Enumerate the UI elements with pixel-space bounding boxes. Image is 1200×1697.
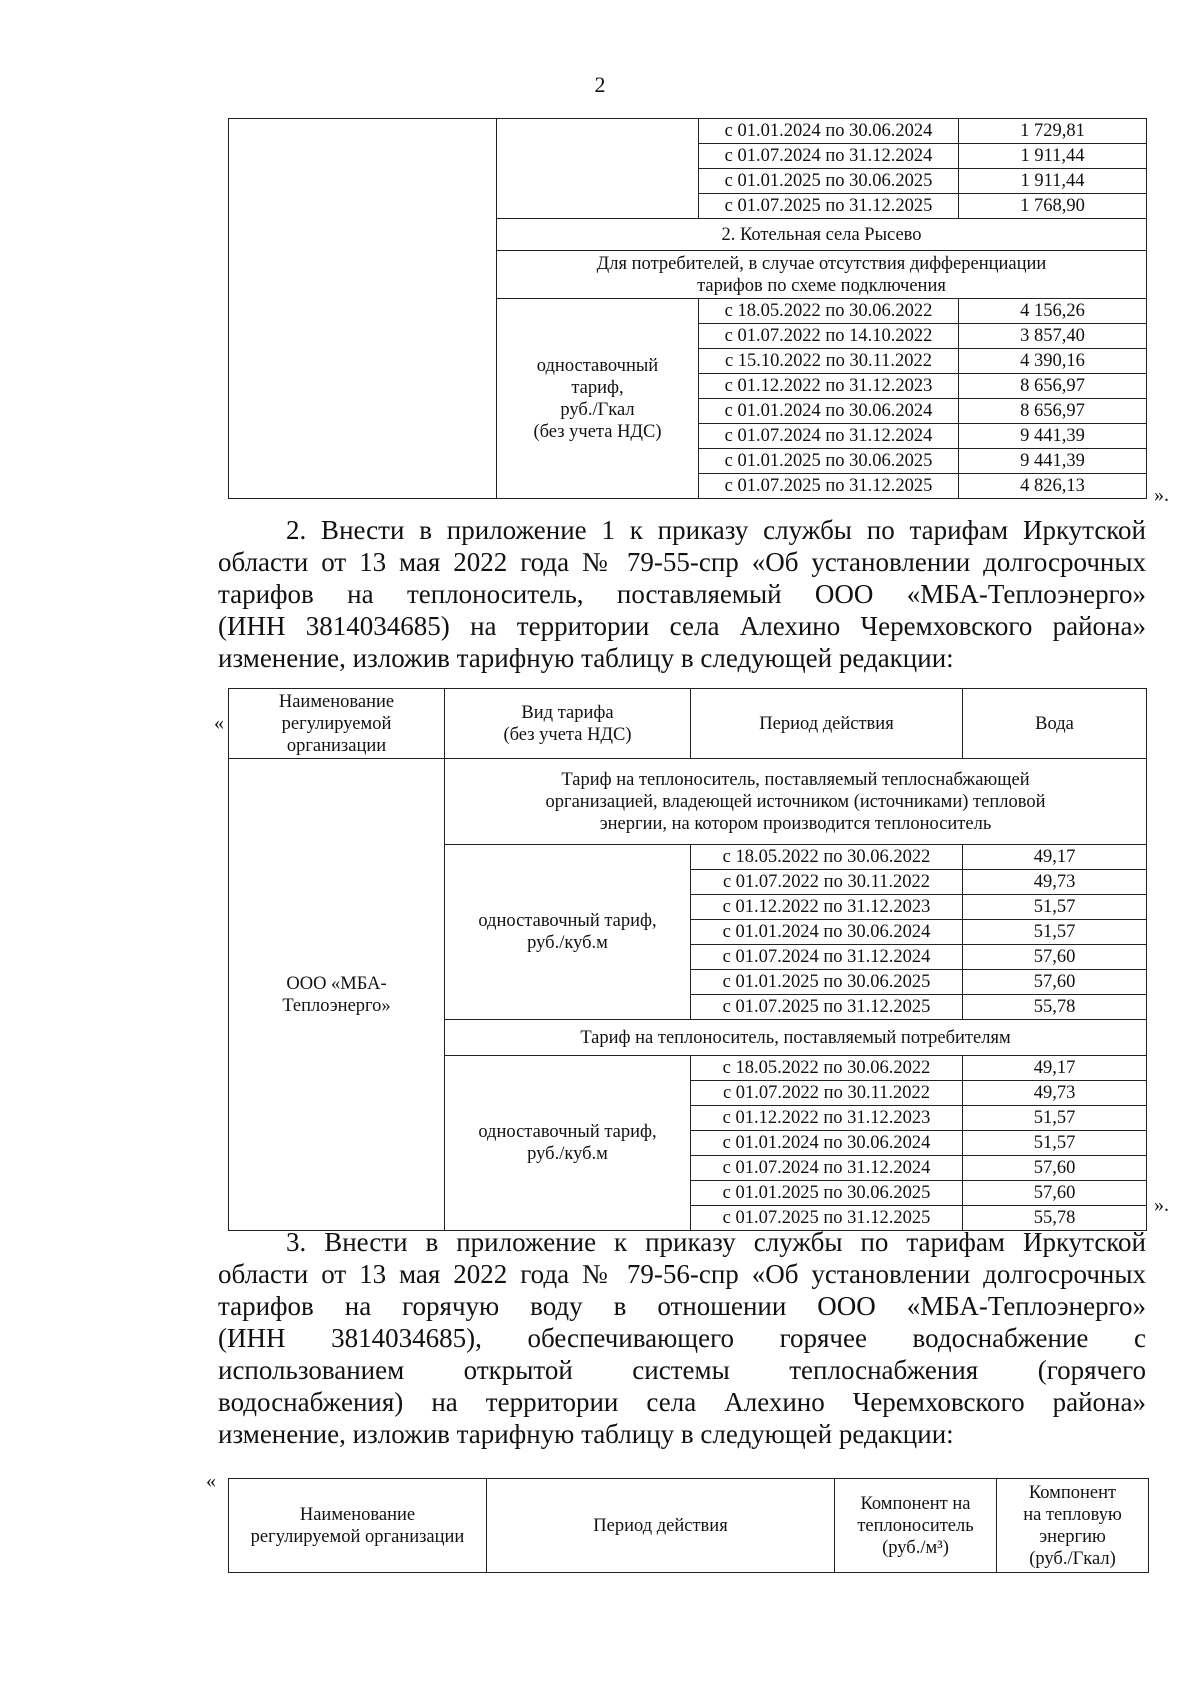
tariff-type-line: руб./куб.м (527, 1144, 608, 1164)
header-type-cell (445, 689, 691, 759)
subsection-title-line: Для потребителей, в случае отсутствия дифференциации (596, 253, 1047, 274)
header-period-cell: Период действия (487, 1479, 835, 1573)
period-cell: с 01.07.2024 по 31.12.2024 (691, 1156, 963, 1181)
period-cell: с 01.07.2025 по 31.12.2025 (699, 194, 959, 219)
header-line: (руб./Гкал) (1029, 1548, 1116, 1569)
subsection-title-cell (497, 251, 1147, 299)
closing-quote: ». (1154, 484, 1169, 506)
paragraph-line: изменение, изложив тарифную таблицу в следующей редакции: (218, 1419, 954, 1449)
org-name-line: ООО «МБА- (286, 973, 387, 994)
period-cell: с 01.01.2025 по 30.06.2025 (691, 1181, 963, 1206)
subsection-title-line: тарифов по схеме подключения (697, 275, 946, 296)
header-line: Компонент на (860, 1493, 971, 1514)
tariff-table-heat (228, 118, 1147, 499)
org-name-line: Теплоэнерго» (282, 995, 391, 1016)
period-cell: с 01.07.2024 по 31.12.2024 (699, 144, 959, 169)
section-title-line: энергии, на котором производится теплоноситель (599, 813, 992, 834)
period-cell: с 01.12.2022 по 31.12.2023 (691, 895, 963, 920)
period-cell: с 01.07.2025 по 31.12.2025 (699, 474, 959, 499)
period-cell: с 01.01.2024 по 30.06.2024 (699, 119, 959, 144)
value-cell: 8 656,97 (959, 399, 1147, 424)
tariff-type-cell (445, 845, 691, 1020)
paragraph-line: 3. Внести в приложение к приказу службы по тарифам Иркутской (286, 1227, 1146, 1257)
tariff-type-line: одноставочный тариф, (478, 911, 657, 931)
header-period-cell: Период действия (691, 689, 963, 759)
value-cell: 3 857,40 (959, 324, 1147, 349)
value-cell: 1 911,44 (959, 169, 1147, 194)
paragraph-line: (ИНН 3814034685) на территории села Алехино Черемховского района» (218, 611, 1146, 641)
header-heat-component-cell (997, 1479, 1149, 1573)
value-cell: 1 911,44 (959, 144, 1147, 169)
paragraph-3 (218, 1226, 1146, 1450)
value-cell: 49,73 (963, 1081, 1147, 1106)
value-cell: 51,57 (963, 920, 1147, 945)
header-org-line: регулируемой (281, 713, 392, 734)
period-cell: с 01.01.2024 по 30.06.2024 (691, 920, 963, 945)
value-cell: 57,60 (963, 1181, 1147, 1206)
value-cell: 51,57 (963, 1106, 1147, 1131)
tariff-type-cell (445, 1056, 691, 1231)
section-title-line: организацией, владеющей источником (источниками) тепловой (545, 791, 1046, 812)
value-cell: 8 656,97 (959, 374, 1147, 399)
period-cell: с 01.07.2024 по 31.12.2024 (699, 424, 959, 449)
value-cell: 55,78 (963, 1206, 1147, 1231)
value-cell: 51,57 (963, 1131, 1147, 1156)
value-cell: 51,57 (963, 895, 1147, 920)
period-cell: с 01.01.2025 по 30.06.2025 (691, 970, 963, 995)
period-cell: с 01.01.2024 по 30.06.2024 (699, 399, 959, 424)
value-cell: 57,60 (963, 945, 1147, 970)
value-cell: 49,73 (963, 870, 1147, 895)
header-line: Компонент (1028, 1482, 1117, 1503)
header-line: (руб./м³) (882, 1537, 949, 1558)
period-cell: с 01.07.2022 по 30.11.2022 (691, 1081, 963, 1106)
tariff-type-line: (без учета НДС) (533, 421, 662, 442)
tariff-type-cell-empty (497, 119, 699, 219)
header-type-line: (без учета НДС) (503, 724, 632, 745)
period-cell: с 01.12.2022 по 31.12.2023 (691, 1106, 963, 1131)
period-cell: с 18.05.2022 по 30.06.2022 (691, 1056, 963, 1081)
tariff-type-line: тариф, (571, 377, 624, 398)
paragraph-line: тарифов на горячую воду в отношении ООО «МБА-Теплоэнерго» (218, 1291, 1146, 1321)
value-cell: 49,17 (963, 845, 1147, 870)
value-cell: 1 729,81 (959, 119, 1147, 144)
paragraph-line: 2. Внести в приложение 1 к приказу службы по тарифам Иркутской (286, 515, 1146, 545)
org-name-cell (229, 759, 445, 1231)
period-cell: с 01.07.2022 по 14.10.2022 (699, 324, 959, 349)
header-org-line: организации (286, 735, 387, 756)
tariff-table-hot-water (228, 1478, 1149, 1573)
value-cell: 57,60 (963, 970, 1147, 995)
section-title-cell: Тариф на теплоноситель, поставляемый потребителям (445, 1020, 1147, 1056)
header-org-line: Наименование (299, 1504, 416, 1525)
tariff-type-cell (497, 299, 699, 499)
period-cell: с 18.05.2022 по 30.06.2022 (691, 845, 963, 870)
closing-quote: ». (1154, 1194, 1169, 1216)
paragraph-line: области от 13 мая 2022 года № 79-56-спр «Об установлении долгосрочных (218, 1259, 1146, 1289)
header-coolant-component-cell (835, 1479, 997, 1573)
tariff-type-line: руб./куб.м (527, 933, 608, 953)
paragraph-line: тарифов на теплоноситель, поставляемый ООО «МБА-Теплоэнерго» (218, 579, 1146, 609)
opening-quote: « (206, 1470, 216, 1492)
section-title-cell: 2. Котельная села Рысево (497, 219, 1147, 251)
header-org-cell (229, 1479, 487, 1573)
value-cell: 9 441,39 (959, 449, 1147, 474)
section-title-cell (445, 759, 1147, 845)
value-cell: 4 156,26 (959, 299, 1147, 324)
header-line: энергию (1039, 1526, 1106, 1547)
paragraph-line: изменение, изложив тарифную таблицу в следующей редакции: (218, 643, 954, 673)
period-cell: с 01.07.2025 по 31.12.2025 (691, 1206, 963, 1231)
paragraph-2 (218, 514, 1146, 674)
page-number: 2 (594, 72, 606, 97)
value-cell: 55,78 (963, 995, 1147, 1020)
period-cell: с 01.07.2022 по 30.11.2022 (691, 870, 963, 895)
paragraph-line: использованием открытой системы теплоснабжения (горячего (218, 1355, 1146, 1385)
header-type-line: Вид тарифа (521, 702, 614, 723)
tariff-type-line: руб./Гкал (560, 399, 635, 420)
tariff-type-line: одноставочный (536, 355, 659, 376)
period-cell: с 01.01.2024 по 30.06.2024 (691, 1131, 963, 1156)
header-line: на тепловую (1023, 1504, 1122, 1525)
value-cell: 49,17 (963, 1056, 1147, 1081)
header-line: теплоноситель (857, 1515, 974, 1536)
period-cell: с 01.07.2024 по 31.12.2024 (691, 945, 963, 970)
paragraph-line: области от 13 мая 2022 года № 79-55-спр «Об установлении долгосрочных (218, 547, 1146, 577)
period-cell: с 15.10.2022 по 30.11.2022 (699, 349, 959, 374)
tariff-type-line: одноставочный тариф, (478, 1122, 657, 1142)
period-cell: с 01.07.2025 по 31.12.2025 (691, 995, 963, 1020)
value-cell: 1 768,90 (959, 194, 1147, 219)
period-cell: с 01.12.2022 по 31.12.2023 (699, 374, 959, 399)
value-cell: 4 826,13 (959, 474, 1147, 499)
value-cell: 57,60 (963, 1156, 1147, 1181)
org-cell-empty (229, 119, 497, 499)
header-org-line: регулируемой организации (250, 1526, 465, 1547)
period-cell: с 18.05.2022 по 30.06.2022 (699, 299, 959, 324)
tariff-table-coolant (228, 688, 1147, 1231)
value-cell: 9 441,39 (959, 424, 1147, 449)
opening-quote: « (214, 712, 224, 734)
header-org-line: Наименование (278, 691, 395, 712)
value-cell: 4 390,16 (959, 349, 1147, 374)
period-cell: с 01.01.2025 по 30.06.2025 (699, 449, 959, 474)
section-title-line: Тариф на теплоноситель, поставляемый теплоснабжающей (561, 769, 1030, 790)
paragraph-line: (ИНН 3814034685), обеспечивающего горячее водоснабжение с (218, 1323, 1146, 1353)
header-org-cell (229, 689, 445, 759)
header-water-cell: Вода (963, 689, 1147, 759)
paragraph-line: водоснабжения) на территории села Алехино Черемховского района» (218, 1387, 1146, 1417)
period-cell: с 01.01.2025 по 30.06.2025 (699, 169, 959, 194)
